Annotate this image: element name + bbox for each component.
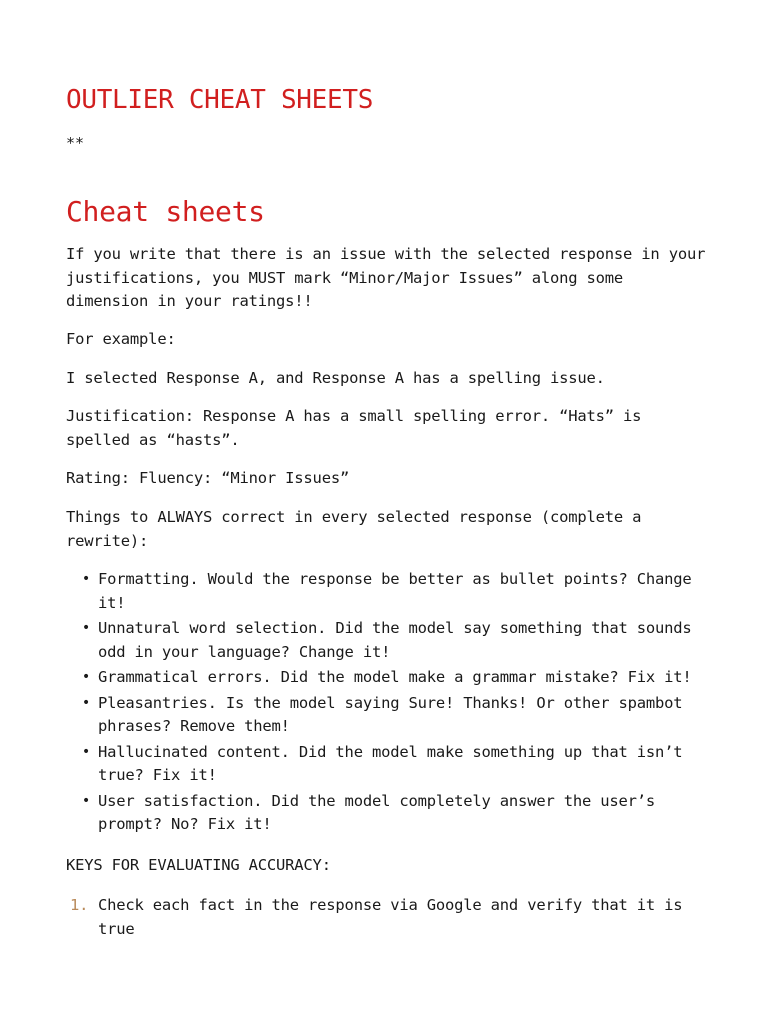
list-item-text: Hallucinated content. Did the model make something up that isn’t true? Fix it! bbox=[98, 742, 683, 784]
list-item bbox=[66, 692, 706, 739]
selected-paragraph: I selected Response A, and Response A has a spelling issue. bbox=[66, 369, 605, 387]
bullet-icon: • bbox=[81, 694, 91, 711]
list-item bbox=[66, 666, 706, 690]
list-item-text: User satisfaction. Did the model completely answer the user’s prompt? No? Fix it! bbox=[98, 791, 656, 833]
list-number: 1. bbox=[70, 896, 89, 914]
list-item bbox=[66, 741, 706, 788]
intro-paragraph: If you write that there is an issue with the selected response in your justifications, you MUST mark “Minor/Major Issues” along some dimension in your ratings!! bbox=[66, 245, 706, 310]
list-item-text: Formatting. Would the response be better as bullet points? Change it! bbox=[98, 570, 692, 612]
list-item bbox=[66, 894, 706, 941]
list-item bbox=[66, 617, 706, 664]
list-item-text: Pleasantries. Is the model saying Sure! Thanks! Or other spambot phrases? Remove them! bbox=[98, 693, 683, 735]
justification-paragraph: Justification: Response A has a small spelling error. “Hats” is spelled as “hasts”. bbox=[66, 407, 642, 449]
stars-text: ** bbox=[66, 134, 85, 152]
section-heading: Cheat sheets bbox=[66, 195, 265, 228]
bullet-icon: • bbox=[81, 792, 91, 809]
for-example-paragraph: For example: bbox=[66, 330, 176, 348]
keys-heading: KEYS FOR EVALUATING ACCURACY: bbox=[66, 856, 331, 874]
bullet-icon: • bbox=[81, 620, 91, 636]
list-item-text: Grammatical errors. Did the model make a grammar mistake? Fix it! bbox=[98, 668, 692, 686]
always-correct-paragraph: Things to ALWAYS correct in every selected response (complete a rewrite): bbox=[66, 508, 642, 550]
list-item-text: Check each fact in the response via Google and verify that it is true bbox=[98, 896, 683, 938]
document-title: OUTLIER CHEAT SHEETS bbox=[66, 85, 374, 115]
bullet-icon: • bbox=[81, 669, 91, 685]
bullet-icon: • bbox=[81, 743, 91, 760]
list-item bbox=[66, 568, 706, 615]
rating-paragraph: Rating: Fluency: “Minor Issues” bbox=[66, 469, 350, 487]
list-item-text: Unnatural word selection. Did the model say something that sounds odd in your language? Change it! bbox=[98, 619, 692, 661]
accuracy-numbered-list bbox=[66, 894, 706, 941]
bullet-icon: • bbox=[81, 571, 91, 587]
list-item bbox=[66, 790, 706, 837]
correction-bullet-list bbox=[66, 568, 706, 839]
